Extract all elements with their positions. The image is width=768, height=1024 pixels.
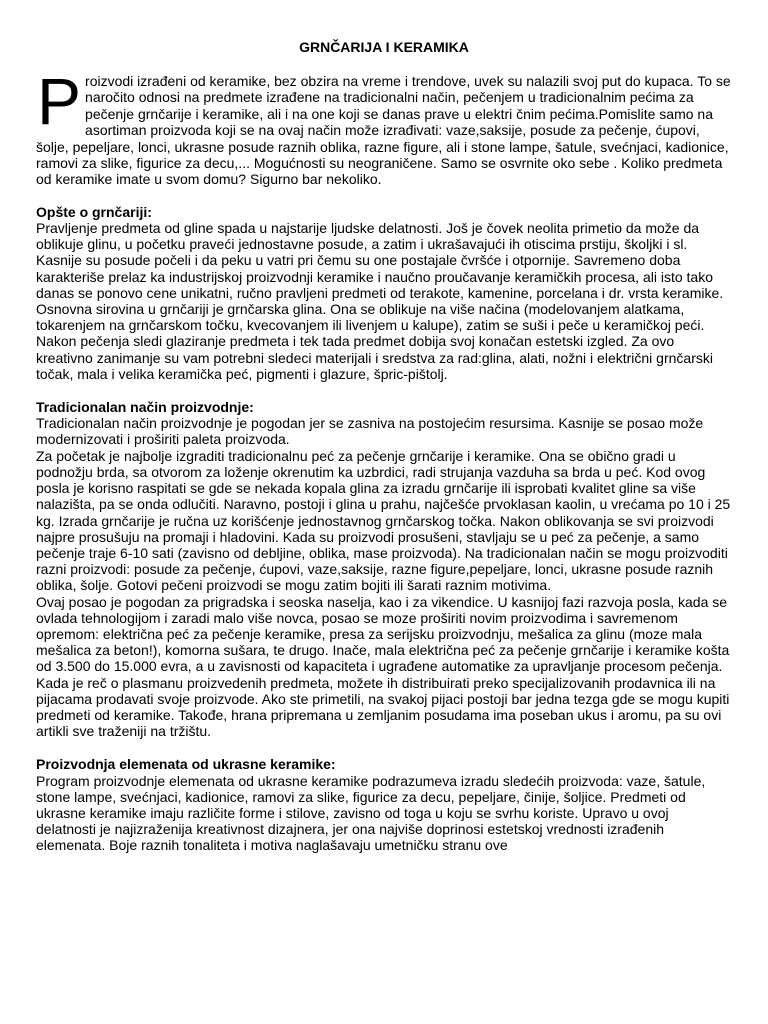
section-traditional-paragraph-3: Ovaj posao je pogodan za prigradska i seoska naselja, kao i za vikendice. U kasnijoj fazi razvoja posla, kada se ovlada tehnologijom i zaradi malo više novca, posao se moze proširiti novim proizvodima i savremenom opremom: električna peć za pečenje keramike, presa za serijsku proizvodnju, mešalica za glinu (moze mala mešalica za beton!), komorna sušara, te drugo. Inače, mala električna peć za pečenje grnčarije i keramike košta od 3.500 do 15.000 evra, a u zavisnosti od kapaciteta i ugrađene automatike za upravljanje procesom pečenja. <box>36 593 730 675</box>
section-heading-decorative: Proizvodnja elemenata od ukrasne keramike: <box>36 756 336 773</box>
drop-cap-letter: P <box>37 64 82 138</box>
intro-paragraph <box>36 64 732 188</box>
section-traditional-paragraph-2: Za početak je najbolje izgraditi tradicionalnu peć za pečenje grnčarije i keramike. Ona se obično gradi u podnožju brda, sa otvorom za loženje okrenutim ka uzbrdici, radi strujanja vazduha sa brda u peć. Kod ovog posla je korisno raspitati se gde se nekada kopala glina za izradu grnčarije ili isprobati kvalitet gline sa više nalazišta, pa se onda odlučiti. Naravno, postoji i glina u prahu, najčešće prvoklasan kaolin, u vrećama po 10 i 25 kg. Izrada grnčarije je ručna uz korišćenje jednostavnog grnčarskog točka. Nakon oblikovanja se svi proizvodi najpre prosušuju na promaji i hladovini. Kada su proizvodi prosušeni, stavljaju se u peć za pečenje, a samo pečenje traje 6-10 sati (zavisno od debljine, oblika, mase proizvoda). Na tradicionalan način se mogu proizvoditi razni proizvodi: posude za pečenje, ćupovi, vaze,saksije, razne figure,pepeljare, lonci, ukrasne posude raznih oblika, šolje. Gotovi pečeni proizvodi se mogu zatim bojiti ili šarati raznim motivima. <box>36 447 731 594</box>
document-title: GRNČARIJA I KERAMIKA <box>299 39 469 55</box>
document-page <box>36 38 732 854</box>
section-traditional-paragraph-4: Kada je reč o plasmanu proizvedenih predmeta, možete ih distribuirati preko specijalizovanih prodavnica ili na pijacama prodavati svoje proizvode. Ako ste primetili, na svakoj pijaci postoji bar jedna tezga gde se mogu kupiti predmeti od keramike. Takođe, hrana pripremana u zemljanim posudama ima poseban ukus i aromu, pa su ovi artikli sve traženiji na tržištu. <box>36 674 730 740</box>
section-traditional-paragraph-1: Tradicionalan način proizvodnje je pogodan jer se zasniva na postojećim resursima. Kasnije se posao može modernizovati i proširiti paleta proizvoda. <box>36 415 704 448</box>
section-decorative-paragraph-1: Program proizvodnje elemenata od ukrasne keramike podrazumeva izradu sledećih proizvoda: vaze, šatule, stone lampe, svećnjaci, kadionice, ramovi za slike, figurice za decu, pepeljare, činije, šoljice. Predmeti od ukrasne keramike imaju različite forme i stilove, zavisno od toga u koju se svrhu koriste. Upravo u ovoj delatnosti je najizraženija kreativnost dizajnera, jer ona najviše doprinosi estetskoj vrednosti izrađenih elemenata. Boje raznih tonaliteta i motiva naglašavaju umetničku stranu ove <box>36 772 706 854</box>
section-heading-traditional: Tradicionalan način proizvodnje: <box>36 399 254 416</box>
section-heading-general: Opšte o grnčariji: <box>36 203 152 220</box>
intro-text: roizvodi izrađeni od keramike, bez obzira na vreme i trendove, uvek su nalazili svoj put do kupaca. To se naročito odnosi na predmete izrađene na tradicionalni način, pečenjem u tradicionalnim pećima za pečenje grnčarije i keramike, ali i na one koji se danas prave u elektri čnim pećima.Pomislite samo na asortiman proizvoda koji se na ovaj način može izrađivati: vaze,saksije, posude za pečenje, ćupovi, šolje, pepeljare, lonci, ukrasne posude raznih oblika, razne figure, ali i stone lampe, šatule, svećnjaci, kadionice, ramovi za slike, figurice za decu,... Mogućnosti su neograničene. Samo se osvrnite oko sebe . Koliko predmeta od keramike imate u svom domu? Sigurno bar nekoliko. <box>36 73 731 188</box>
section-general-paragraph-1: Pravljenje predmeta od gline spada u najstarije ljudske delatnosti. Još je čovek neolita primetio da može da oblikuje glinu, u početku praveći jednostavne posude, a zatim i ukrašavajući ih otiscima prstiju, školjki i sl. Kasnije su posude počeli i da peku u vatri pri čemu su one postajale čvršće i otpornije. Savremeno doba karakteriše prelaz ka industrijskoj proizvodnji keramike i naučno proučavanje keramičkih procesa, ali isto tako danas se ponovo cene unikatni, ručno pravljeni predmeti od terakote, kamenine, porcelana i dr. vrsta keramike. Osnovna sirovina u grnčariji je grnčarska glina. Ona se oblikuje na više načina (modelovanjem alatkama, tokarenjem na grnčarskom točku, kvecovanjem ili livenjem u kalupe), zatim se suši i peče u keramičkoj peći. Nakon pečenja sledi glaziranje predmeta i tek tada predmet dobija svoj konačan estetski izgled. Za ovo kreativno zanimanje su vam potrebni sledeci materijali i sredstva za rad:glina, alati, nožni i električni grnčarski točak, mala i velika keramička peć, pigmenti i glazure, špric-pištolj. <box>36 220 724 382</box>
